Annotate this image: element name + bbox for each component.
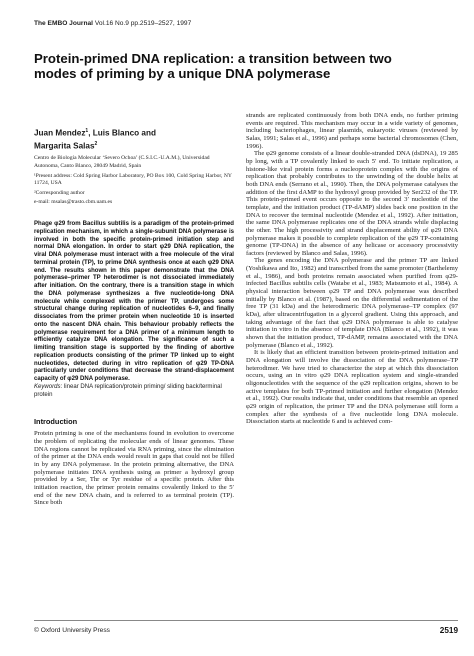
journal-citation bbox=[34, 20, 454, 27]
introduction-body bbox=[34, 430, 234, 507]
left-column bbox=[34, 112, 234, 507]
page-number: 2519 bbox=[439, 626, 458, 635]
author-3: Margarita Salas bbox=[34, 141, 95, 151]
author-2: , Luis Blanco and bbox=[88, 128, 156, 138]
abstract: Phage φ29 from Bacillus subtilis is a paradigm of the protein-primed replication mechanism, in which a single-subunit DNA polymerase is involved in both the specific protein-primed initiation step and normal DNA elongation. In order to start φ29 DNA replication, the viral DNA polymerase must interact with a free molecule of the viral terminal protein (TP), to prime DNA synthesis once at each φ29 DNA end. The results shown in this paper demonstrate that the DNA polymerase–primer TP heterodimer is not dissociated immediately after initiation. On the contrary, there is a transition stage in which the DNA polymerase synthesizes a five nucleotide-long DNA molecule while complexed with the primer TP, undergoes some structural change during replication of nucleotides 6–9, and finally dissociates from the primer protein when nucleotide 10 is inserted onto the nascent DNA chain. This behaviour probably reflects the polymerase requirement for a DNA primer of a minimum length to efficiently catalyze DNA elongation. The significance of such a limiting transition stage is supported by the finding of abortive replication products consisting of the primer TP linked up to eight nucleotides, detected during in vitro replication of φ29 TP-DNA particularly under conditions that decrease the strand-displacement capacity of φ29 DNA polymerase. bbox=[34, 221, 234, 383]
body-paragraph-2: The φ29 genome consists of a linear double-stranded DNA (dsDNA), 19 285 bp long, with a TP covalently linked to each 5′ end. To initiate replication, a histone-like viral protein forms a nucleoprotein complex with the origins of replication that probably contributes to the unwinding of the double helix at both DNA ends (Serrano et al., 1990). Then, the DNA polymerase catalyses the addition of the first dAMP to the hydroxyl group provided by Ser232 of the TP. This protein-primed event occurs opposite to the second 3′ nucleotide of the template, and the initiation product (TP-dAMP) slides back one position in the DNA to recover the terminal nucleotide (Mendez et al., 1992). After initiation, the same DNA polymerase replicates one of the DNA strands while displacing the other. The high processivity and strand displacement ability of φ29 DNA polymerase makes it possible to complete replication of the φ29 TP-containing genome (TP-DNA) in the absence of any helicase or accessory processivity factors (reviewed by Blanco and Salas, 1996). bbox=[246, 150, 458, 257]
intro-paragraph: Protein priming is one of the mechanisms found in evolution to overcome the problem of replicating the molecular ends of linear genomes. These DNA regions cannot be replicated via RNA priming, since the elimination of the primer at the DNA ends would result in gaps that could not be filled in by any DNA polymerase. In the protein priming alternative, the DNA polymerase initiates DNA synthesis using as primer a hydroxyl group provided by a Ser, Thr or Tyr residue of a specific protein. After this initiation reaction, the primer protein remains covalently linked to the 5′ end of the new DNA chain, and is referred to as terminal protein (TP). Since both bbox=[34, 430, 234, 507]
body-paragraph-4: It is likely that an efficient transition between protein-primed initiation and DNA elongation will involve the dissociation of the DNA polymerase–TP heterodimer. We have tried to characterize the step at which this dissociation occurs, using an in vitro φ29 DNA replication system and single-stranded oligonucleotides with the sequence of the φ29 replication origins, shown to be active templates for both TP-primed initiation and further elongation (Mendez et al., 1992). Our results indicate that, under conditions that resemble an opened φ29 origin of replication, the primer TP and the DNA polymerase still form a complex after the synthesis of a five nucleotide long DNA molecule. Dissociation starts at nucleotide 6 and is achieved com- bbox=[246, 349, 458, 426]
author-1: Juan Mendez bbox=[34, 128, 86, 138]
article-title: Protein-primed DNA replication: a transition between two modes of priming by a unique DNA polymerase bbox=[34, 51, 392, 81]
section-heading-introduction: Introduction bbox=[34, 417, 78, 427]
affiliations bbox=[34, 155, 234, 207]
body-paragraph-3: The genes encoding the DNA polymerase and the primer TP are linked (Yoshikawa and Ito, 1982) and transcribed from the same promoter (Barthelemy et al., 1986), and both proteins remain associated when purified from φ29-infected Bacillus subtilis cells (Watabe et al., 1983; Matsumoto et al., 1984). A physical interaction between φ29 TP and DNA polymerase was described initially by Blanco et al. (1987), based on the differential sedimentation of the free TP (31 kDa) and the heterodimeric DNA polymerase–TP complex (97 kDa), after ultracentrifugation in a glycerol gradient. Using this approach, and taking advantage of the fact that φ29 DNA polymerase is able to catalyse initiation in vitro in the absence of template DNA (Blanco et al., 1992), it was shown that the initiation product, TP-dAMP, remains associated with the DNA polymerase (Blanco et al., 1992). bbox=[246, 257, 458, 349]
corresponding-author: ²Corresponding author bbox=[34, 189, 85, 196]
right-column-body bbox=[246, 112, 458, 426]
journal-name: The EMBO Journal bbox=[34, 20, 93, 27]
author-3-marker: 2 bbox=[94, 140, 98, 147]
publisher-copyright: © Oxford University Press bbox=[34, 627, 110, 634]
affiliation-present-address: ¹Present address: Cold Spring Harbor Laboratory, PO Box 100, Cold Spring Harbor, NY 11724, USA bbox=[34, 172, 232, 187]
right-column bbox=[246, 112, 458, 426]
body-paragraph-1: strands are replicated continuously from both DNA ends, no further priming events are required. This mechanism may occur in a wide variety of genomes, including bacteriophages, linear plasmids, eukaryotic viruses (reviewed by Salas, 1991; Salas et al., 1996) and perhaps some bacterial chromosomes (Chen, 1996). bbox=[246, 112, 458, 150]
journal-volume-pages: Vol.16 No.9 pp.2519–2527, 1997 bbox=[92, 20, 192, 27]
keywords-text: : linear DNA replication/protein priming/ sliding back/terminal protein bbox=[34, 383, 222, 398]
footer-divider bbox=[34, 620, 458, 621]
author-1-marker: 1 bbox=[85, 128, 89, 134]
keywords bbox=[34, 384, 234, 400]
author-list bbox=[34, 126, 234, 151]
affiliation-institution: Centro de Biología Molecular ‘Severo Ochoa’ (C.S.I.C.-U.A.M.), Universidad Autonoma, Canto Blanco, 28049 Madrid, Spain bbox=[34, 155, 210, 170]
author-email: e-mail: msalas@trasto.cbm.uam.es bbox=[34, 199, 113, 206]
keywords-label: Keywords bbox=[34, 383, 61, 390]
